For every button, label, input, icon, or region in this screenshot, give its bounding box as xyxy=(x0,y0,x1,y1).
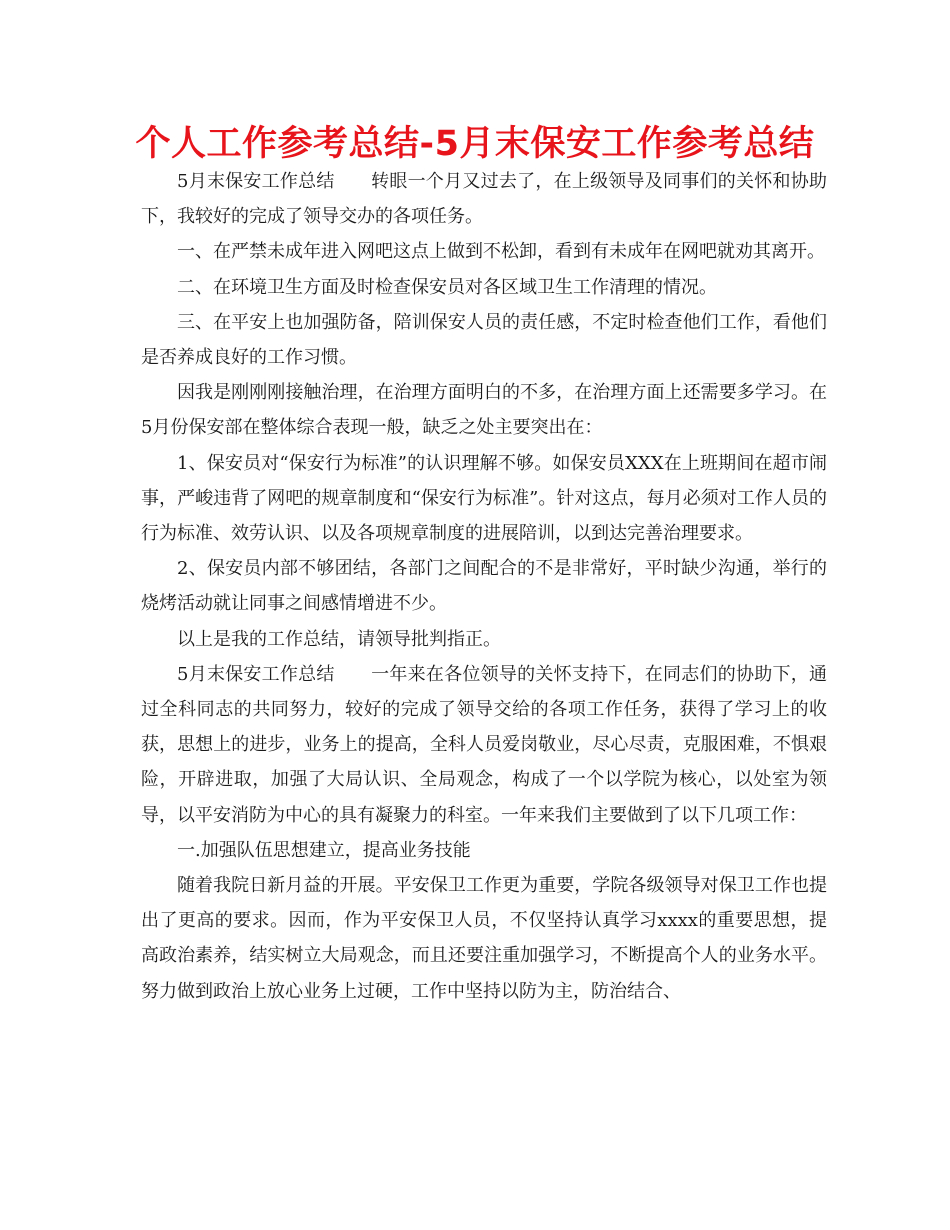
paragraph: 因我是刚刚刚接触治理，在治理方面明白的不多，在治理方面上还需要多学习。在5月份保安部在整体综合表现一般，缺乏之处主要突出在： xyxy=(141,382,827,439)
document-body xyxy=(141,164,827,1009)
paragraph: 以上是我的工作总结，请领导批判指正。 xyxy=(177,628,501,650)
paragraph: 一.加强队伍思想建立，提高业务技能 xyxy=(177,839,471,861)
paragraph: 随着我院日新月益的开展。平安保卫工作更为重要，学院各级领导对保卫工作也提出了更高的要求。因而，作为平安保卫人员，不仅坚持认真学习xxxx的重要思想，提高政治素养，结实树立大局观念，而且还要注重加强学习，不断提高个人的业务水平。努力做到政治上放心业务上过硬，工作中坚持以防为主，防治结合、 xyxy=(141,875,827,1002)
paragraph: 二、在环境卫生方面及时检查保安员对各区域卫生工作清理的情况。 xyxy=(177,276,717,298)
paragraph: 一、在严禁未成年进入网吧这点上做到不松卸，看到有未成年在网吧就劝其离开。 xyxy=(177,241,825,263)
paragraph: 5月末保安工作总结 转眼一个月又过去了，在上级领导及同事们的关怀和协助下，我较好的完成了领导交办的各项任务。 xyxy=(141,171,827,228)
paragraph: 2、保安员内部不够团结，各部门之间配合的不是非常好，平时缺少沟通，举行的烧烤活动就让同事之间感情增进不少。 xyxy=(141,558,827,615)
paragraph: 三、在平安上也加强防备，陪训保安人员的责任感，不定时检查他们工作，看他们是否养成良好的工作习惯。 xyxy=(141,311,827,369)
paragraph: 5月末保安工作总结 一年来在各位领导的关怀支持下，在同志们的协助下，通过全科同志的共同努力，较好的完成了领导交给的各项工作任务，获得了学习上的收获，思想上的进步，业务上的提高，全科人员爱岗敬业，尽心尽责，克服困难，不惧艰险，开辟进取，加强了大局认识、全局观念，构成了一个以学院为核心，以处室为领导，以平安消防为中心的具有凝聚力的科室。一年来我们主要做到了以下几项工作： xyxy=(141,663,827,826)
document-title: 个人工作参考总结-5月末保安工作参考总结 xyxy=(135,124,815,164)
paragraph: 1、保安员对“保安行为标准”的认识理解不够。如保安员XXX在上班期间在超市闹事，严峻违背了网吧的规章制度和“保安行为标准”。针对这点，每月必须对工作人员的行为标准、效劳认识、以及各项规章制度的进展陪训，以到达完善治理要求。 xyxy=(141,452,827,545)
